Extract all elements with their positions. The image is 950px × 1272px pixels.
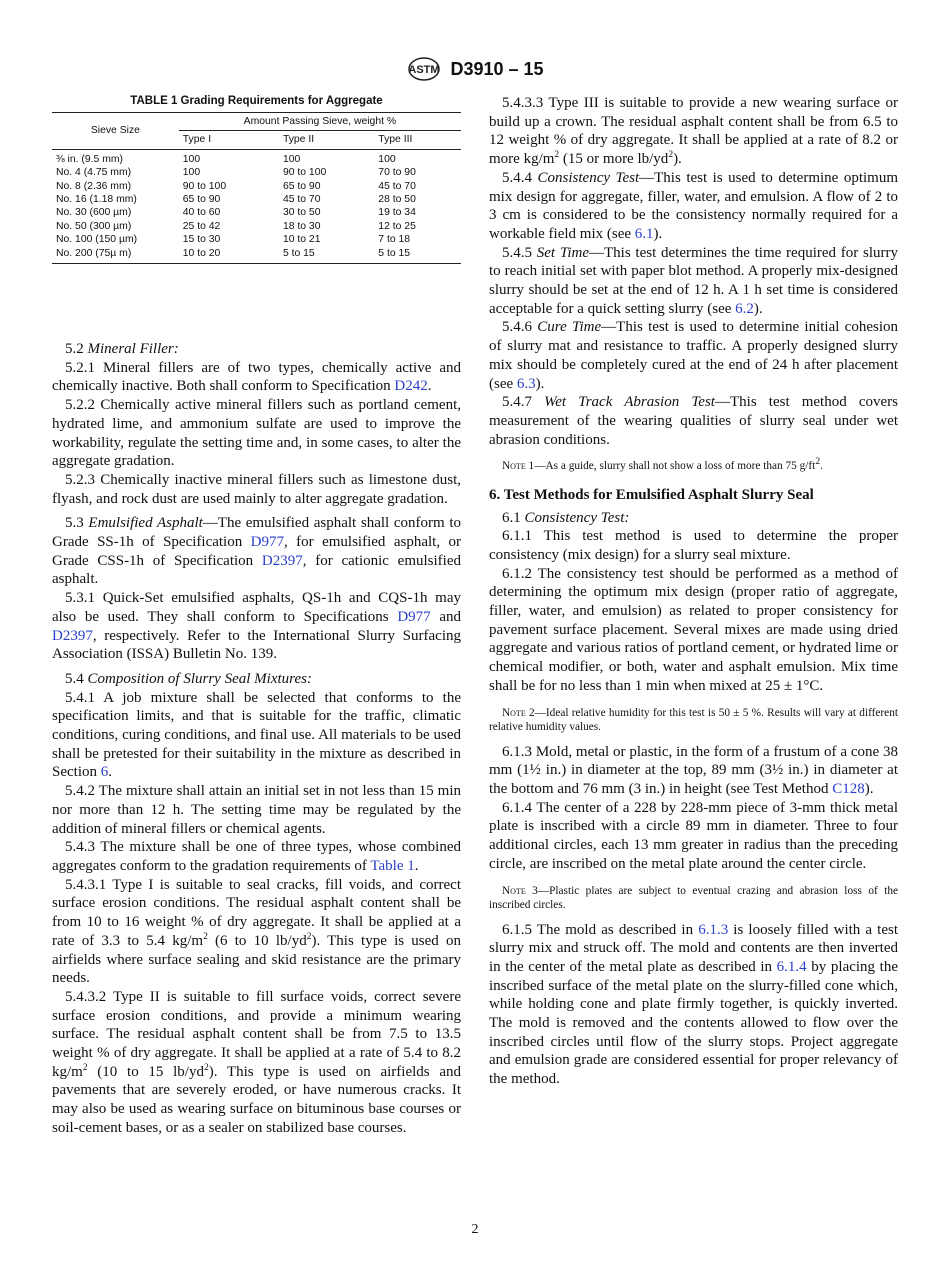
- text: 6.1.1 This test method is used to determine the proper consistency (mix design) for a slurry seal mixture.: [489, 528, 898, 563]
- italic-heading: Composition of Slurry Seal Mixtures:: [87, 670, 312, 687]
- cross-reference-link[interactable]: 6.1.4: [776, 958, 807, 975]
- text: ).: [535, 375, 545, 392]
- passing-cell: 25 to 42: [182, 220, 221, 232]
- table-row: [52, 233, 461, 246]
- col-header-group: Amount Passing Sieve, weight %: [179, 113, 461, 131]
- italic-heading: Cure Time: [537, 319, 602, 336]
- text: 5.2.2 Chemically active mineral fillers such as portland cement, hydrated lime, and ammonium sulfate are used to improve the workability, regulate the setting time and, in some cases, to alter the aggregate gradation.: [52, 397, 461, 470]
- italic-heading: Consistency Test:: [524, 509, 630, 526]
- table-row: [52, 193, 461, 206]
- italic-heading: Mineral Filler:: [87, 341, 179, 357]
- paragraph: [52, 514, 461, 589]
- paragraph: [489, 743, 898, 799]
- text: ). This type is used on airfields and pavements that are severely eroded, or have numerous cracks. It may also be used as wearing surface on bituminous base courses or soil-cement bases, or as a sealer on stabilized base courses.: [52, 1063, 462, 1136]
- text: 6.1.5 The mold as described in: [502, 921, 699, 938]
- text: and: [430, 608, 461, 625]
- sieve-size-cell: No. 8 (2.36 mm): [56, 180, 132, 192]
- table-row: [52, 180, 461, 193]
- astm-logo-icon: [406, 56, 442, 82]
- text: 6.1.4 The center of a 228 by 228-mm piece of 3-mm thick metal plate is inscribed with a circle 89 mm in diameter. Three to four additional circles, each 13 mm greater in radius than the preceding circle, are inscribed on the metal plate around the center circle.: [489, 799, 898, 872]
- text: , for cationic emulsified asphalt.: [52, 552, 461, 588]
- text: , respectively. Refer to the International Slurry Surfacing Association (ISSA) Bulletin No. 139.: [52, 627, 461, 663]
- table-row: [52, 149, 461, 166]
- text: 5.4.4: [502, 169, 538, 186]
- superscript: 2: [554, 150, 560, 161]
- passing-cell: 45 to 70: [282, 194, 321, 206]
- passing-cell: 7 to 18: [378, 234, 411, 246]
- passing-cell: 90 to 100: [282, 167, 327, 179]
- text: 5.4.5: [502, 244, 537, 261]
- sieve-size-cell: ⅜ in. (9.5 mm): [56, 153, 123, 165]
- italic-heading: Wet Track Abrasion Test: [544, 394, 715, 411]
- table-row: [52, 247, 461, 264]
- col-header-type: Type II: [282, 134, 315, 146]
- paragraph: [489, 565, 898, 696]
- passing-cell: 100: [378, 153, 396, 165]
- note-label: Note 2: [502, 706, 535, 719]
- passing-cell: 5 to 15: [282, 247, 315, 259]
- table-row: [52, 206, 461, 219]
- text: (6 to 10 lb/yd: [207, 932, 307, 949]
- text: 6.1.2 The consistency test should be performed as a method of determining the optimum mix design (proper ratio of aggregate, filler, water, and emulsion) as related to proper consistency for pavement surface placement. Several mixes are made using dried aggregate and various ratios of portland cement, or hydrated lime or chemical modifier, or both, water and asphalt emulsion. Mix time shall be for no less than 1 min when mixed at 25 ± 1°C.: [489, 565, 898, 694]
- passing-cell: 5 to 15: [378, 247, 411, 259]
- paragraph: [52, 689, 461, 783]
- text: ).: [673, 151, 682, 168]
- sieve-size-cell: No. 30 (600 µm): [56, 207, 132, 219]
- note-label: Note 3: [502, 884, 538, 897]
- paragraph: [52, 340, 461, 359]
- passing-cell: 100: [282, 153, 301, 165]
- cross-reference-link[interactable]: 6: [100, 764, 109, 781]
- text: .: [108, 764, 112, 781]
- text: 6. Test Methods for Emulsified Asphalt Slurry Seal: [489, 486, 814, 503]
- text: .: [414, 857, 419, 874]
- passing-cell: 100: [182, 153, 201, 165]
- italic-heading: Emulsified Asphalt: [88, 515, 203, 532]
- superscript: 2: [815, 457, 821, 468]
- passing-cell: 90 to 100: [182, 180, 227, 192]
- col-header-type: Type I: [182, 134, 212, 146]
- passing-cell: 19 to 34: [378, 207, 416, 219]
- cross-reference-link[interactable]: 6.3: [516, 375, 536, 392]
- sieve-size-cell: No. 200 (75µ m): [56, 247, 132, 259]
- paragraph: [52, 988, 461, 1138]
- col-header-sieve: Sieve Size: [90, 125, 140, 137]
- passing-cell: 10 to 21: [282, 234, 321, 246]
- cross-reference-link[interactable]: D2397: [261, 552, 303, 569]
- note: [489, 706, 898, 735]
- cross-reference-link[interactable]: D977: [250, 534, 284, 551]
- sieve-size-cell: No. 50 (300 µm): [56, 220, 132, 232]
- cross-reference-link[interactable]: 6.1.3: [698, 921, 729, 938]
- left-column: [52, 340, 461, 1138]
- passing-cell: 40 to 60: [182, 207, 221, 219]
- superscript: 2: [203, 1062, 209, 1073]
- paragraph: [489, 169, 898, 244]
- cross-reference-link[interactable]: C128: [832, 781, 865, 797]
- superscript: 2: [668, 150, 674, 161]
- cross-reference-link[interactable]: D2397: [52, 627, 93, 644]
- paragraph: [489, 94, 898, 169]
- right-column: [489, 94, 898, 1089]
- page-header: [0, 56, 950, 82]
- paragraph: [52, 876, 461, 988]
- text: 5.4.2 The mixture shall attain an initial set in not less than 15 min nor more than 12 h. The setting time may be regulated by the addition of mineral fillers or chemical agents.: [52, 783, 461, 837]
- text: (15 or more lb/yd: [559, 151, 669, 168]
- text: 5.2.3 Chemically inactive mineral fillers such as limestone dust, flyash, and rock dust are used mainly to alter aggregate gradation.: [52, 471, 461, 507]
- note: [489, 459, 898, 474]
- text: 5.4.7: [502, 394, 545, 411]
- grading-table: [52, 112, 461, 264]
- document-designation: D3910 – 15: [450, 58, 544, 79]
- cross-reference-link[interactable]: D242: [394, 378, 428, 395]
- sieve-size-cell: No. 16 (1.18 mm): [56, 194, 137, 206]
- passing-cell: 65 to 90: [282, 180, 321, 192]
- text: 5.2: [65, 341, 88, 357]
- paragraph: [52, 471, 461, 508]
- section-heading: [489, 486, 898, 505]
- paragraph: [52, 396, 461, 471]
- passing-cell: 70 to 90: [378, 167, 416, 179]
- passing-cell: 45 to 70: [378, 180, 416, 192]
- paragraph: [52, 670, 461, 689]
- page-number: 2: [471, 1222, 479, 1237]
- text: 5.4.3.3 Type III is suitable to provide a new wearing surface or build up a crown. The residual asphalt content shall be from 6.5 to 12 weight % of dry aggregate. It shall be applied at a rate of 8.2 or more kg/m: [489, 95, 898, 168]
- text: .: [820, 460, 823, 473]
- svg-text:ASTM: ASTM: [408, 64, 441, 76]
- text: ).: [864, 781, 874, 797]
- italic-heading: Set Time: [536, 244, 589, 261]
- paragraph: [489, 318, 898, 393]
- text: 5.3.1 Quick-Set emulsified asphalts, QS-1h and CQS-1h may also be used. They shall conform to Specifications: [52, 590, 461, 625]
- cross-reference-link[interactable]: 6.2: [735, 300, 754, 317]
- note: [489, 884, 898, 913]
- text: by placing the inscribed surface of the metal plate on the slurry-filled cone which, while holding cone and plate firmly together, is quickly inverted. The mold is removed and the contents allowed to flow over the inscribed circles until flow of the slurry stops. Project aggregate and emulsion grade are considered essential for proper relevancy of the method.: [489, 958, 898, 1088]
- text: —Plastic plates are subject to eventual crazing and abrasion loss of the inscribed circles.: [489, 884, 898, 912]
- text: ).: [753, 300, 763, 317]
- text: 5.4.3 The mixture shall be one of three types, whose combined aggregates conform to the gradation requirements of: [52, 839, 461, 874]
- text: 5.4.6: [502, 319, 538, 336]
- passing-cell: 30 to 50: [282, 207, 321, 219]
- text: 5.4.3.1 Type I is suitable to seal cracks, fill voids, and correct surface erosion conditions. The residual asphalt content shall be from 10 to 16 weight % of dry aggregate. It shall be applied at a rate of 3.3 to 5.4 kg/m: [52, 876, 461, 949]
- passing-cell: 15 to 30: [182, 234, 221, 246]
- paragraph: [489, 393, 898, 449]
- text: (10 to 15 lb/yd: [87, 1063, 204, 1080]
- cross-reference-link[interactable]: D977: [397, 608, 431, 625]
- paragraph: [52, 782, 461, 838]
- sieve-size-cell: No. 100 (150 µm): [56, 234, 138, 246]
- text: 5.2.1 Mineral fillers are of two types, chemically active and chemically inactive. Both shall conform to Specification: [52, 359, 461, 395]
- paragraph: [52, 589, 461, 664]
- text: —Ideal relative humidity for this test is 50 ± 5 %. Results will vary at different relative humidity values.: [489, 706, 898, 734]
- passing-cell: 65 to 90: [182, 194, 221, 206]
- text: 5.4: [65, 670, 88, 687]
- text: ).: [653, 225, 663, 242]
- text: ). This type is used on airfields where surface sealing and skid resistance are the primary needs.: [52, 932, 462, 987]
- paragraph: [489, 509, 898, 528]
- table-caption: TABLE 1 Grading Requirements for Aggregate: [130, 95, 383, 107]
- passing-cell: 18 to 30: [282, 220, 321, 232]
- italic-heading: Consistency Test: [537, 169, 640, 186]
- text: —This test determines the time required for slurry to reach initial set with paper blot method. A properly mix-designed slurry should be set at the end of 12 h. A 1 h set time is considered acceptable for a quick setting slurry (see: [489, 244, 898, 317]
- text: —This test is used to determine optimum mix design for aggregate, filler, water, and emulsion. A flow of 2 to 3 cm is considered to be the consistency normally required for a workable field mix (see: [489, 169, 898, 242]
- paragraph: [489, 527, 898, 564]
- text: 5.4.1 A job mixture shall be selected that conforms to the specification limits, and that is suitable for the traffic, climatic conditions, curing conditions, and final use. All materials to be used shall be pretested for their suitability in the mixture as described in Section: [52, 689, 461, 781]
- text: 6.1.3 Mold, metal or plastic, in the form of a frustum of a cone 38 mm (1½ in.) in diameter at the top, 89 mm (3½ in.) in diameter at the bottom and 76 mm (3 in.) in height (see Test Method: [489, 743, 898, 797]
- table-row: [52, 220, 461, 233]
- text: .: [427, 378, 432, 395]
- table-row: [52, 166, 461, 179]
- passing-cell: 100: [182, 167, 201, 179]
- cross-reference-link[interactable]: 6.1: [634, 225, 654, 242]
- passing-cell: 10 to 20: [182, 247, 221, 259]
- cross-reference-link[interactable]: Table 1: [370, 857, 415, 874]
- text: —As a guide, slurry shall not show a loss of more than 75 g/ft: [534, 460, 816, 473]
- paragraph: [52, 359, 461, 396]
- superscript: 2: [82, 1062, 88, 1073]
- text: 5.4.3.2 Type II is suitable to fill surface voids, correct severe surface erosion conditions, and provide a minimum wearing surface. The residual asphalt content shall be from 7.5 to 13.5 weight % of dry aggregate. It shall be applied at a rate of 5.4 to 8.2 kg/m: [52, 988, 461, 1080]
- text: —The emulsified asphalt shall conform to Grade SS-1h of Specification: [52, 515, 461, 551]
- text: —This test is used to determine initial cohesion of slurry mat and resistance to traffic. A properly designed slurry mix should be completely cured at the end of 24 h after placement (see: [489, 319, 899, 392]
- paragraph: [489, 921, 898, 1089]
- paragraph: [489, 799, 898, 874]
- superscript: 2: [203, 931, 208, 942]
- text: , for emulsified asphalt, or Grade CSS-1h of Specification: [52, 534, 461, 569]
- text: 5.3: [65, 515, 89, 532]
- paragraph: [52, 838, 461, 875]
- paragraph: [489, 244, 898, 319]
- passing-cell: 28 to 50: [378, 194, 416, 206]
- text: is loosely filled with a test slurry mix and struck off. The mold and contents are then inverted in the center of the metal plate as described in: [489, 921, 898, 975]
- text: 6.1: [502, 509, 525, 526]
- note-label: Note 1: [502, 460, 535, 473]
- passing-cell: 12 to 25: [378, 220, 416, 232]
- superscript: 2: [306, 931, 312, 942]
- table-1: [52, 95, 461, 264]
- col-header-type: Type III: [378, 134, 413, 146]
- text: —This test method covers measurement of the wearing qualities of slurry seal under wet abrasion conditions.: [489, 394, 898, 448]
- sieve-size-cell: No. 4 (4.75 mm): [56, 167, 132, 179]
